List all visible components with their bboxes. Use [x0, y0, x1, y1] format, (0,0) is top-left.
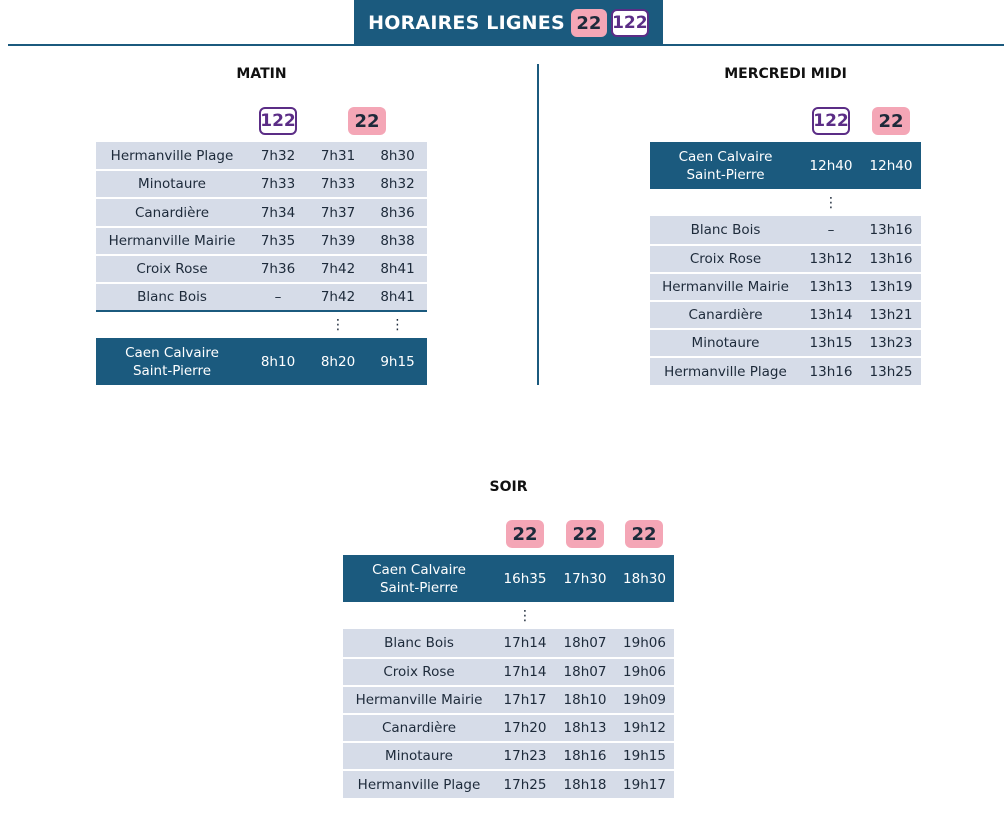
stop-line2: Saint-Pierre	[132, 362, 212, 379]
soir-row	[343, 771, 674, 798]
stop-name: Hermanville Mairie	[108, 233, 236, 249]
stop-line1: Caen Calvaire	[678, 148, 773, 165]
stop-name: Croix Rose	[136, 261, 208, 277]
time-cell: 7h32	[260, 147, 296, 164]
soir-row	[343, 687, 674, 715]
mercredi-row	[650, 246, 921, 274]
time-cell: 7h33	[260, 176, 296, 192]
stop-name	[343, 561, 495, 597]
page-title: HORAIRES LIGNES	[368, 12, 565, 34]
soir-row	[343, 629, 674, 659]
time-cell: 7h35	[260, 233, 296, 249]
time-cell: 17h17	[503, 692, 547, 708]
time-cell: 18h07	[563, 635, 607, 651]
time-cell: 13h14	[809, 307, 853, 323]
matin-col-22-badge: 22	[348, 107, 386, 135]
stop-name: Blanc Bois	[690, 222, 761, 238]
stop-name: Hermanville Mairie	[662, 279, 789, 295]
time-cell: 19h09	[623, 692, 666, 708]
time-cell: 7h37	[320, 204, 356, 221]
soir-row	[343, 743, 674, 771]
time-cell: 13h15	[809, 335, 853, 351]
mercredi-origin-row	[650, 142, 921, 189]
time-cell: 13h23	[869, 335, 913, 351]
stop-name: Hermanville Mairie	[355, 692, 483, 708]
section-divider	[537, 64, 539, 385]
time-cell: 13h16	[809, 363, 853, 380]
time-cell: 17h14	[503, 664, 547, 680]
mercredi-row	[650, 274, 921, 302]
mercredi-ellipsis-row	[650, 192, 921, 214]
soir-ellipsis-row	[343, 605, 674, 627]
time-cell: 7h42	[320, 289, 356, 305]
time-cell: 18h16	[563, 748, 607, 764]
time-cell: 17h14	[503, 635, 547, 651]
soir-col-22-badge: 22	[625, 520, 663, 548]
ellipsis-icon: ⋮	[518, 608, 532, 624]
time-cell: 12h40	[809, 157, 853, 174]
time-cell: 18h13	[563, 720, 607, 736]
matin-row	[96, 256, 427, 284]
time-cell: –	[274, 289, 282, 305]
time-cell: 8h41	[380, 261, 415, 277]
ellipsis-icon: ⋮	[390, 317, 405, 333]
time-cell: 8h36	[380, 204, 415, 221]
line-122-badge: 122	[611, 9, 649, 37]
time-cell: 9h15	[380, 353, 415, 370]
time-cell: 19h15	[623, 748, 666, 764]
time-cell: 19h06	[623, 664, 666, 680]
time-cell: 19h17	[623, 776, 666, 793]
stop-name: Canardière	[134, 204, 210, 221]
time-cell: 7h33	[320, 176, 356, 192]
time-cell: 12h40	[869, 157, 913, 174]
ellipsis-icon: ⋮	[331, 317, 345, 333]
time-cell: 7h42	[320, 261, 356, 277]
time-cell: 19h06	[623, 635, 666, 651]
time-cell: 13h25	[869, 363, 913, 380]
time-cell: 13h12	[809, 251, 853, 267]
stop-name: Canardière	[381, 720, 457, 736]
matin-terminus-row	[96, 338, 427, 385]
soir-title: SOIR	[489, 479, 528, 495]
mercredi-row	[650, 358, 921, 385]
matin-row	[96, 284, 427, 312]
matin-title: MATIN	[236, 66, 287, 82]
mercredi-title: MERCREDI MIDI	[724, 66, 847, 82]
time-cell: 7h34	[260, 204, 296, 221]
soir-col-22-badge: 22	[506, 520, 544, 548]
stop-line1: Caen Calvaire	[125, 344, 219, 361]
matin-col-122-badge: 122	[259, 107, 297, 135]
time-cell: 8h10	[260, 353, 296, 370]
time-cell: 7h31	[320, 147, 356, 164]
stop-name	[96, 344, 248, 380]
time-cell: 13h21	[869, 307, 913, 323]
page-header	[354, 0, 663, 46]
stop-name: Minotaure	[691, 335, 760, 351]
time-cell: 17h23	[503, 748, 547, 764]
time-cell: 8h20	[320, 353, 356, 370]
stop-name: Croix Rose	[383, 664, 455, 680]
time-cell: 18h30	[623, 570, 666, 587]
matin-row	[96, 142, 427, 171]
stop-name: Canardière	[688, 307, 763, 323]
time-cell: 13h16	[869, 222, 913, 238]
time-cell: 8h38	[380, 233, 415, 249]
soir-col-22-badge: 22	[566, 520, 604, 548]
time-cell: 7h39	[320, 233, 356, 249]
mercredi-row	[650, 330, 921, 358]
time-cell: 16h35	[503, 570, 547, 587]
time-cell: 8h41	[380, 289, 415, 305]
time-cell: 18h07	[563, 664, 607, 680]
soir-row	[343, 715, 674, 743]
time-cell: 18h18	[563, 776, 607, 793]
time-cell: 7h36	[260, 261, 296, 277]
time-cell: 17h30	[563, 570, 607, 587]
time-cell: 13h13	[809, 279, 853, 295]
time-cell: 8h32	[380, 176, 415, 192]
matin-row	[96, 228, 427, 256]
ellipsis-icon: ⋮	[824, 195, 838, 211]
matin-row	[96, 171, 427, 199]
mercredi-row	[650, 216, 921, 246]
time-cell: 8h30	[380, 147, 415, 164]
time-cell: 18h10	[563, 692, 607, 708]
stop-name: Hermanville Plage	[357, 776, 481, 793]
stop-line2: Saint-Pierre	[686, 166, 765, 183]
stop-name: Minotaure	[138, 176, 206, 192]
time-cell: 19h12	[623, 720, 666, 736]
matin-row	[96, 199, 427, 228]
mercredi-col-22-badge: 22	[872, 107, 910, 135]
stop-line1: Caen Calvaire	[372, 561, 466, 578]
time-cell: –	[827, 222, 835, 238]
stop-name: Croix Rose	[689, 251, 762, 267]
time-cell: 13h16	[869, 251, 913, 267]
soir-origin-row	[343, 555, 674, 602]
mercredi-col-122-badge: 122	[812, 107, 850, 135]
mercredi-row	[650, 302, 921, 330]
time-cell: 13h19	[869, 279, 913, 295]
stop-name: Blanc Bois	[137, 289, 207, 305]
matin-ellipsis-row	[96, 314, 427, 336]
stop-name: Hermanville Plage	[664, 363, 787, 380]
soir-row	[343, 659, 674, 687]
stop-name: Minotaure	[385, 748, 453, 764]
time-cell: 17h20	[503, 720, 547, 736]
stop-line2: Saint-Pierre	[379, 579, 459, 596]
stop-name	[650, 148, 801, 184]
stop-name: Hermanville Plage	[110, 147, 234, 164]
line-22-badge: 22	[571, 9, 607, 37]
stop-name: Blanc Bois	[384, 635, 454, 651]
time-cell: 17h25	[503, 776, 547, 793]
